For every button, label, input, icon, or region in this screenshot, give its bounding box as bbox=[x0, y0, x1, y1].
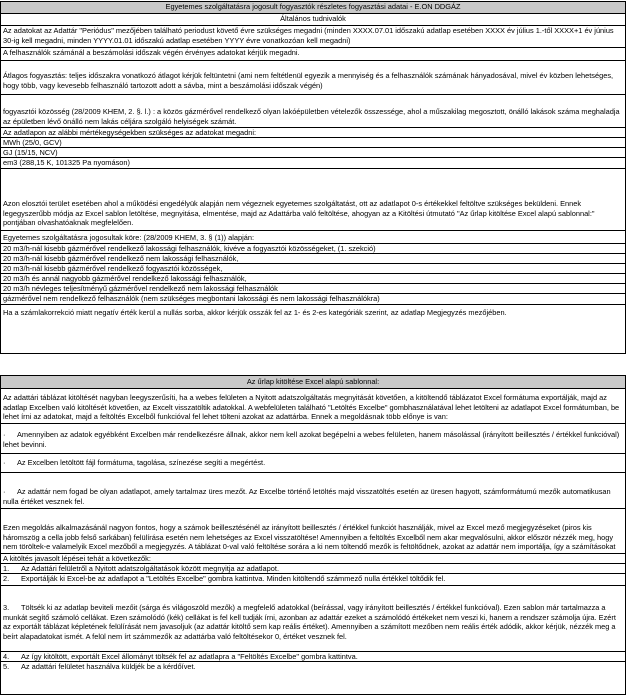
bullet-icon: · bbox=[3, 430, 6, 439]
bullet-text: Az Excelben letöltött fájl formátuma, tagolása, színezése segíti a megértést. bbox=[17, 458, 266, 467]
step-text: Az így kitöltött, exportált Excel állományt töltsék fel az adatlapra a "Feltöltés Excelbe" gombra kattintva. bbox=[21, 652, 358, 661]
average-consumption-text: Átlagos fogyasztás: teljes időszakra vonatkozó átlagot kérjük feltüntetni (ami nem feltétlenül egyezik a mennyiség és a felhasználók számának hányadosával, mivel év közben lehetséges, hogy több, vagy kevesebb felhasználó tartozott adott a sávba, mint a beszámolási időszak végén) bbox=[3, 71, 614, 90]
bullet-icon: · bbox=[3, 487, 6, 496]
zero-fill-note bbox=[1, 169, 625, 231]
section-subtitle: Általános tudnivalók bbox=[1, 14, 625, 26]
step-number: 4. bbox=[3, 652, 10, 661]
unit-mwh: MWh (25/0, GCV) bbox=[1, 138, 625, 148]
zero-fill-text: Azon elosztói terület esetében ahol a működési engedélyük alapján nem végeznek egyetemes szolgáltatást, ott az adatlapot 0-s értékekkel feltöltve szükséges beküldeni. Ennek legegyszerűbb módja az Excel sablon letöltése, megnyitása, elmentése, majd az Adattárba való feltöltése, ahogyan az a Kitöltési útmutató "Az űrlap kitöltése Excel alapú sablonnal:" pontjában olvashatóaknak megfelelően. bbox=[3, 199, 595, 228]
step-item bbox=[1, 662, 625, 672]
section-title: Egyetemes szolgáltatásra jogosult fogyasztók részletes fogyasztási adatai - E.ON DDGÁZ bbox=[1, 2, 625, 14]
step-text: Töltsék ki az adatlap beviteli mezőit (sárga és világoszöld mezők) a megfelelő adatokkal (beírással, vagy irányított beillesztés / értékkel funkcióval). Ezen sablon már tartalmazza a munkát segítő számoló cellákat. Ezen számolódó (kék) cellákat is fel kell tudják írni, azonban az adattár ezeket a számolódó értékeket nem veszi ki, hanem a rendszer számolja újra. Ezért az exportált táblázat képletének felülírását nem javasoljuk (az adattár kitöltő sem kap reális értéket). Amennyiben a számított mezőben nem reális érték adódik, akkor kérjük, nézzék meg a beírt alapadatokat ismét. A felül nem írt számmezők az adattárba való feltöltésekor 0, értéket vesznek fel. bbox=[3, 603, 616, 641]
bullet-text: Az adattár nem fogad be olyan adatlapot, amely tartalmaz üres mezőt. Az Excelbe történő letöltés majd visszatöltés esetén az üresen hagyott, számformátumú mezők automatikusan nulla értéket vesznek fel. bbox=[3, 487, 611, 506]
category-item: 20 m3/h-nál kisebb gázmérővel rendelkező lakossági felhasználók, kivéve a fogyasztói közösségeket, (1. szekció) bbox=[1, 244, 625, 254]
step-number: 3. bbox=[3, 603, 10, 612]
bullet-text: Amennyiben az adatok egyébként Excelben már rendelkezésre állnak, akkor nem kell azokat begépelni a webes felületen, hanem másolással (irányított beillesztés / értékkel funkcióval) lehet bevinni. bbox=[3, 430, 620, 449]
step-number: 1. bbox=[3, 564, 10, 573]
period-note: Az adatokat az Adattár "Periódus" mezőjében található periodust követő évre szükséges megadni (minden XXXX.07.01 időszakú adatlap esetében XXXX év július 1.-től XXXX+1 év június 30-ig kell megadni, minden YYYY.01.01 időszakú adatlap esetében YYYY évre vonatkozóan kell megadni) bbox=[1, 26, 625, 48]
community-definition-text: fogyasztói közösség (28/2009 KHEM, 2. §. l.) : a közös gázmérővel rendelkező olyan lakóépületben vételezők összessége, ahol a műszakilag megosztott, önálló lakások száma meghaladja az épületben lévő önálló nem lakás céljára szolgáló helyiségek számát. bbox=[3, 107, 620, 126]
category-item: gázmérővel nem rendelkező felhasználók (nem szükséges megbontani lakossági és nem lakossági felhasználókra) bbox=[1, 294, 625, 305]
bullet-item bbox=[1, 424, 625, 454]
step-item bbox=[1, 586, 625, 652]
bullet-icon: · bbox=[3, 458, 6, 467]
category-item: 20 m3/h és annál nagyobb gázmérővel rendelkező lakossági felhasználók, bbox=[1, 274, 625, 284]
negative-value-note: Ha a számlakorrekció miatt negatív érték kerül a nullás sorba, akkor kérjük osszák fel az 1- és 2-es kategóriák szerint, az adatlap Megjegyzés mezőjében. bbox=[3, 308, 507, 317]
step-text: Az Adattári felületről a Nyitott adatszolgáltatások között megnyitja az adatlapot. bbox=[21, 564, 279, 573]
step-number: 5. bbox=[3, 662, 10, 671]
step-number: 2. bbox=[3, 574, 10, 583]
section-title: Az űrlap kitöltése Excel alapú sablonnal: bbox=[1, 376, 625, 389]
excel-intro bbox=[1, 389, 625, 424]
step-text: Exportálják ki Excel-be az adatlapot a "Letöltés Excelbe" gombra kattintva. Minden kitöltendő számmező nulla értékkel töltődik fel. bbox=[21, 574, 446, 583]
excel-intro-text: Az adattári táblázat kitöltését nagyban leegyszerűsíti, ha a webes felületen a Nyitott adatszolgáltatás megnyitását követően, a kitöltendő táblázatot Excel formátuma exportálják, majd az adatlap Excelben való kitöltését követően, az Excelt visszatöltik adatokkal. A webfelületen található "Letöltés Excelbe" gombhasználatával lehet letölteni az adatlapot Excel formátumban, be lehet írni az adatokat, majd a feltöltés Excelből funkcióval fel lehet tölteni azokat az adattárba. Ennek a megoldásnak több előnye is van: bbox=[3, 393, 620, 422]
bullet-item bbox=[1, 473, 625, 509]
excel-template-section bbox=[0, 375, 626, 695]
eligible-categories-intro: Egyetemes szolgáltatásra jogosultak köre: (28/2009 KHEM, 3. § (1)) alapján: bbox=[1, 231, 625, 244]
bullet-item bbox=[1, 454, 625, 473]
step-item bbox=[1, 564, 625, 574]
paste-special-text: Ezen megoldás alkalmazásánál nagyon fontos, hogy a számok beillesztésénél az irányított beillesztés / értékkel funkciót használják, mivel az Excel mező megjegyzéseket (piros kis háromszög a cella jobb felső sarkában) felülírása esetén nem lehetséges az Excel visszatöltése! Amennyiben a feltöltés Excelből nem akar megvalósulni, akkor először nézzék meg, hogy nem töröltek-e valamelyik Excel mezőből a megjegyzés. A táblázat 0-val való feltöltése sorára a ki nem töltendő mezők is feltöltődnek, azokat az adattár nem importálja, így a számításokat bbox=[3, 523, 616, 552]
category-item: 20 m3/h-nál kisebb gázmérővel rendelkező fogyasztói közösségek, bbox=[1, 264, 625, 274]
paste-special-warning bbox=[1, 509, 625, 554]
unit-em3: em3 (288,15 K, 101325 Pa nyomáson) bbox=[1, 158, 625, 169]
category-item: 20 m3/h névleges teljesítményű gázmérővel rendelkező nem lakossági felhasználók bbox=[1, 284, 625, 294]
step-item bbox=[1, 574, 625, 586]
general-info-section bbox=[0, 1, 626, 354]
units-intro: Az adatlapon az alábbi mértékegységekben szükséges az adatokat megadni: bbox=[1, 128, 625, 138]
unit-gj: GJ (15/15, NCV) bbox=[1, 148, 625, 158]
category-item: 20 m3/h-nál kisebb gázmérővel rendelkező nem lakossági felhasználók, bbox=[1, 254, 625, 264]
step-text: Az adattári felületet használva küldjék be a kérdőívet. bbox=[21, 662, 196, 671]
step-item bbox=[1, 652, 625, 662]
community-definition bbox=[1, 95, 625, 128]
average-consumption-note bbox=[1, 61, 625, 95]
steps-title: A kitöltés javasolt lépései tehát a következők: bbox=[1, 554, 625, 564]
user-count-note: A felhasználók számánál a beszámolási időszak végén érvényes adatokat kérjük megadni. bbox=[1, 48, 625, 61]
